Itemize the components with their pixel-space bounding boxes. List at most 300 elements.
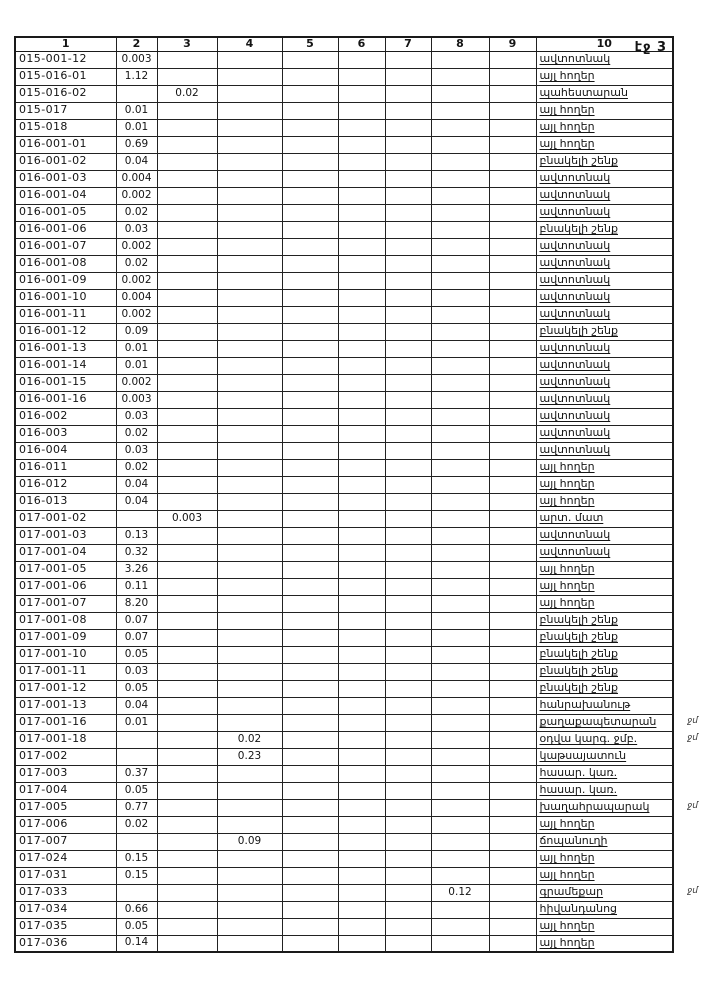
value-cell xyxy=(385,731,431,748)
value-cell xyxy=(385,816,431,833)
value-cell xyxy=(385,306,431,323)
value-cell xyxy=(489,85,536,102)
value-cell xyxy=(431,901,489,918)
land-use-cell: այլ հողեր xyxy=(536,136,673,153)
value-cell xyxy=(385,578,431,595)
parcel-code-cell: 016-012 xyxy=(15,476,116,493)
value-cell xyxy=(489,901,536,918)
value-cell xyxy=(385,527,431,544)
value-cell xyxy=(431,544,489,561)
value-cell xyxy=(431,595,489,612)
parcel-code-cell: 017-004 xyxy=(15,782,116,799)
value-cell xyxy=(431,935,489,952)
value-cell xyxy=(489,748,536,765)
value-cell xyxy=(338,765,385,782)
parcel-code-cell: 015-018 xyxy=(15,119,116,136)
parcel-code-cell: 017-001-12 xyxy=(15,680,116,697)
value-cell xyxy=(385,493,431,510)
value-cell xyxy=(157,663,217,680)
value-cell xyxy=(217,816,282,833)
value-cell xyxy=(431,102,489,119)
parcel-code-cell: 016-011 xyxy=(15,459,116,476)
value-cell xyxy=(431,187,489,204)
value-cell xyxy=(217,782,282,799)
value-cell xyxy=(489,289,536,306)
land-use-cell: օդվա կարգ. ջմբ. ջմ xyxy=(536,731,673,748)
table-body xyxy=(15,51,698,952)
value-cell: 0.05 xyxy=(116,782,157,799)
value-cell xyxy=(282,153,338,170)
parcel-code-cell: 017-002 xyxy=(15,748,116,765)
value-cell xyxy=(338,272,385,289)
value-cell xyxy=(282,595,338,612)
value-cell xyxy=(217,901,282,918)
land-use-cell: այլ հողեր xyxy=(536,867,673,884)
value-cell xyxy=(431,493,489,510)
value-cell xyxy=(385,833,431,850)
land-use-cell: ավտոտնակ xyxy=(536,289,673,306)
value-cell xyxy=(431,306,489,323)
value-cell xyxy=(385,510,431,527)
value-cell xyxy=(489,493,536,510)
value-cell xyxy=(217,884,282,901)
parcel-code-cell: 017-001-07 xyxy=(15,595,116,612)
table-row xyxy=(15,884,673,901)
value-cell xyxy=(338,612,385,629)
value-cell xyxy=(157,374,217,391)
land-use-cell: այլ հողեր xyxy=(536,476,673,493)
table-row xyxy=(15,289,673,306)
value-cell xyxy=(385,663,431,680)
value-cell xyxy=(217,646,282,663)
value-cell xyxy=(157,765,217,782)
value-cell xyxy=(489,306,536,323)
value-cell xyxy=(217,493,282,510)
value-cell xyxy=(282,782,338,799)
value-cell xyxy=(157,714,217,731)
parcel-code-cell: 017-005 xyxy=(15,799,116,816)
land-use-cell: հիվանդանոց xyxy=(536,901,673,918)
parcel-code-cell: 016-001-02 xyxy=(15,153,116,170)
value-cell xyxy=(282,102,338,119)
value-cell: 0.02 xyxy=(116,204,157,221)
value-cell: 3.26 xyxy=(116,561,157,578)
value-cell xyxy=(385,153,431,170)
value-cell xyxy=(282,170,338,187)
value-cell xyxy=(157,527,217,544)
table-row xyxy=(15,901,673,918)
value-cell xyxy=(338,680,385,697)
value-cell xyxy=(282,935,338,952)
value-cell xyxy=(157,408,217,425)
column-header: 10 xyxy=(536,37,673,51)
value-cell: 0.02 xyxy=(217,731,282,748)
value-cell xyxy=(489,442,536,459)
value-cell xyxy=(385,646,431,663)
value-cell xyxy=(217,153,282,170)
table-row xyxy=(15,799,673,816)
value-cell xyxy=(338,884,385,901)
value-cell xyxy=(431,391,489,408)
value-cell xyxy=(157,595,217,612)
value-cell xyxy=(157,850,217,867)
value-cell xyxy=(338,918,385,935)
land-use-cell: ավտոտնակ xyxy=(536,204,673,221)
table-row xyxy=(15,68,673,85)
value-cell xyxy=(489,153,536,170)
value-cell xyxy=(385,272,431,289)
value-cell xyxy=(282,221,338,238)
value-cell: 0.66 xyxy=(116,901,157,918)
table-row xyxy=(15,935,673,952)
table-row xyxy=(15,204,673,221)
handwritten-margin-note: ջմ xyxy=(687,732,698,743)
parcel-code-cell: 016-001-12 xyxy=(15,323,116,340)
parcel-code-cell: 016-001-14 xyxy=(15,357,116,374)
table-row xyxy=(15,102,673,119)
parcel-code-cell: 017-007 xyxy=(15,833,116,850)
value-cell xyxy=(338,510,385,527)
value-cell xyxy=(489,782,536,799)
value-cell xyxy=(338,935,385,952)
value-cell: 0.37 xyxy=(116,765,157,782)
value-cell xyxy=(489,646,536,663)
value-cell xyxy=(157,697,217,714)
value-cell xyxy=(489,561,536,578)
value-cell xyxy=(431,782,489,799)
value-cell xyxy=(338,663,385,680)
table-row xyxy=(15,748,673,765)
value-cell xyxy=(338,544,385,561)
land-use-cell: այլ հողեր xyxy=(536,561,673,578)
value-cell xyxy=(217,510,282,527)
table-row xyxy=(15,238,673,255)
value-cell: 0.01 xyxy=(116,340,157,357)
land-use-cell: այլ հողեր xyxy=(536,119,673,136)
value-cell xyxy=(157,221,217,238)
value-cell xyxy=(338,255,385,272)
parcel-code-cell: 016-001-08 xyxy=(15,255,116,272)
value-cell xyxy=(489,408,536,425)
value-cell xyxy=(217,425,282,442)
value-cell xyxy=(217,459,282,476)
value-cell xyxy=(431,765,489,782)
value-cell xyxy=(338,170,385,187)
value-cell xyxy=(217,476,282,493)
value-cell xyxy=(338,391,385,408)
value-cell: 0.13 xyxy=(116,527,157,544)
value-cell xyxy=(217,442,282,459)
value-cell xyxy=(282,799,338,816)
value-cell xyxy=(385,867,431,884)
value-cell xyxy=(338,408,385,425)
value-cell xyxy=(489,867,536,884)
value-cell xyxy=(157,255,217,272)
land-use-cell: ավտոտնակ xyxy=(536,442,673,459)
parcel-code-cell: 016-004 xyxy=(15,442,116,459)
parcel-code-cell: 017-001-11 xyxy=(15,663,116,680)
value-cell xyxy=(217,272,282,289)
land-use-cell: այլ հողեր xyxy=(536,918,673,935)
value-cell xyxy=(282,493,338,510)
value-cell xyxy=(338,136,385,153)
parcel-code-cell: 017-006 xyxy=(15,816,116,833)
value-cell xyxy=(282,510,338,527)
value-cell: 0.69 xyxy=(116,136,157,153)
value-cell xyxy=(489,799,536,816)
parcel-code-cell: 016-001-03 xyxy=(15,170,116,187)
value-cell: 0.01 xyxy=(116,357,157,374)
value-cell xyxy=(431,170,489,187)
value-cell xyxy=(116,510,157,527)
parcel-code-cell: 016-001-05 xyxy=(15,204,116,221)
land-use-cell: այլ հողեր xyxy=(536,816,673,833)
land-use-cell: ավտոտնակ xyxy=(536,527,673,544)
land-use-cell: հասար. կառ. xyxy=(536,782,673,799)
land-use-cell: ավտոտնակ xyxy=(536,408,673,425)
table-row xyxy=(15,612,673,629)
value-cell xyxy=(431,221,489,238)
value-cell: 0.002 xyxy=(116,374,157,391)
value-cell: 0.04 xyxy=(116,697,157,714)
value-cell xyxy=(431,255,489,272)
table-row xyxy=(15,629,673,646)
value-cell xyxy=(489,323,536,340)
value-cell xyxy=(282,255,338,272)
value-cell: 0.07 xyxy=(116,612,157,629)
value-cell xyxy=(489,119,536,136)
value-cell xyxy=(217,561,282,578)
parcel-code-cell: 016-003 xyxy=(15,425,116,442)
value-cell xyxy=(217,68,282,85)
value-cell xyxy=(217,374,282,391)
parcel-code-cell: 017-001-08 xyxy=(15,612,116,629)
value-cell xyxy=(385,782,431,799)
value-cell xyxy=(338,459,385,476)
value-cell xyxy=(489,357,536,374)
value-cell xyxy=(385,289,431,306)
value-cell xyxy=(282,527,338,544)
table-row xyxy=(15,357,673,374)
value-cell xyxy=(338,782,385,799)
land-use-cell: այլ հողեր xyxy=(536,578,673,595)
value-cell xyxy=(431,663,489,680)
value-cell xyxy=(282,867,338,884)
table-row xyxy=(15,153,673,170)
column-header: 9 xyxy=(489,37,536,51)
value-cell xyxy=(385,748,431,765)
value-cell xyxy=(385,612,431,629)
value-cell: 0.05 xyxy=(116,918,157,935)
value-cell xyxy=(431,289,489,306)
value-cell xyxy=(282,51,338,68)
value-cell: 0.05 xyxy=(116,680,157,697)
value-cell xyxy=(385,187,431,204)
land-use-cell: ավտոտնակ xyxy=(536,306,673,323)
value-cell xyxy=(489,391,536,408)
value-cell xyxy=(385,561,431,578)
handwritten-margin-note: ջմ xyxy=(687,715,698,726)
value-cell xyxy=(157,680,217,697)
table-row xyxy=(15,459,673,476)
value-cell: 0.04 xyxy=(116,493,157,510)
parcel-code-cell: 017-031 xyxy=(15,867,116,884)
land-use-cell: ավտոտնակ xyxy=(536,170,673,187)
value-cell xyxy=(489,136,536,153)
value-cell xyxy=(385,255,431,272)
value-cell xyxy=(217,170,282,187)
value-cell xyxy=(282,561,338,578)
table-row xyxy=(15,374,673,391)
value-cell xyxy=(338,850,385,867)
value-cell xyxy=(431,527,489,544)
parcel-code-cell: 017-001-03 xyxy=(15,527,116,544)
value-cell: 0.004 xyxy=(116,170,157,187)
parcel-code-cell: 017-024 xyxy=(15,850,116,867)
land-use-cell: այլ հողեր xyxy=(536,493,673,510)
land-use-cell: ավտոտնակ xyxy=(536,357,673,374)
value-cell xyxy=(338,646,385,663)
parcel-code-cell: 015-017 xyxy=(15,102,116,119)
land-use-cell: արտ. մատ xyxy=(536,510,673,527)
value-cell xyxy=(338,306,385,323)
value-cell xyxy=(282,323,338,340)
value-cell xyxy=(338,629,385,646)
value-cell xyxy=(282,578,338,595)
value-cell xyxy=(338,85,385,102)
value-cell xyxy=(489,459,536,476)
value-cell xyxy=(338,816,385,833)
value-cell xyxy=(282,765,338,782)
value-cell: 0.09 xyxy=(217,833,282,850)
value-cell xyxy=(217,799,282,816)
value-cell xyxy=(431,714,489,731)
value-cell xyxy=(431,918,489,935)
value-cell: 0.03 xyxy=(116,408,157,425)
value-cell xyxy=(431,136,489,153)
table-row xyxy=(15,255,673,272)
value-cell xyxy=(157,561,217,578)
value-cell xyxy=(385,170,431,187)
parcel-code-cell: 017-001-13 xyxy=(15,697,116,714)
value-cell xyxy=(217,612,282,629)
land-use-cell: այլ հողեր xyxy=(536,595,673,612)
land-use-cell: ավտոտնակ xyxy=(536,272,673,289)
value-cell: 0.04 xyxy=(116,476,157,493)
value-cell xyxy=(431,748,489,765)
table-row xyxy=(15,272,673,289)
value-cell: 0.02 xyxy=(116,459,157,476)
value-cell xyxy=(282,646,338,663)
table-row xyxy=(15,136,673,153)
value-cell xyxy=(157,816,217,833)
value-cell xyxy=(489,102,536,119)
value-cell xyxy=(338,119,385,136)
land-use-cell: բնակելի շենք xyxy=(536,153,673,170)
column-header: 2 xyxy=(116,37,157,51)
value-cell xyxy=(157,170,217,187)
value-cell xyxy=(282,119,338,136)
value-cell xyxy=(217,765,282,782)
value-cell xyxy=(157,748,217,765)
value-cell xyxy=(489,629,536,646)
value-cell: 0.04 xyxy=(116,153,157,170)
land-use-cell: այլ հողեր xyxy=(536,102,673,119)
value-cell xyxy=(157,476,217,493)
value-cell xyxy=(489,850,536,867)
table-row xyxy=(15,544,673,561)
value-cell xyxy=(385,374,431,391)
value-cell xyxy=(489,238,536,255)
land-use-cell: գրամեքար ջմ xyxy=(536,884,673,901)
value-cell xyxy=(489,272,536,289)
value-cell xyxy=(217,918,282,935)
value-cell xyxy=(431,578,489,595)
value-cell xyxy=(217,255,282,272)
value-cell xyxy=(157,238,217,255)
table-row xyxy=(15,187,673,204)
value-cell: 0.03 xyxy=(116,442,157,459)
value-cell xyxy=(157,884,217,901)
value-cell xyxy=(157,289,217,306)
value-cell: 8.20 xyxy=(116,595,157,612)
value-cell xyxy=(489,340,536,357)
value-cell xyxy=(338,527,385,544)
value-cell xyxy=(431,697,489,714)
value-cell xyxy=(385,221,431,238)
value-cell xyxy=(385,799,431,816)
value-cell xyxy=(116,85,157,102)
value-cell: 0.003 xyxy=(157,510,217,527)
value-cell xyxy=(116,833,157,850)
value-cell xyxy=(157,340,217,357)
value-cell xyxy=(385,85,431,102)
value-cell: 0.11 xyxy=(116,578,157,595)
value-cell xyxy=(157,578,217,595)
value-cell xyxy=(157,918,217,935)
value-cell: 0.03 xyxy=(116,663,157,680)
parcel-code-cell: 016-001-16 xyxy=(15,391,116,408)
value-cell xyxy=(157,799,217,816)
value-cell xyxy=(385,136,431,153)
value-cell xyxy=(431,204,489,221)
value-cell xyxy=(338,102,385,119)
header-row xyxy=(15,37,673,51)
scanned-document-page xyxy=(0,36,711,985)
table-row xyxy=(15,816,673,833)
value-cell xyxy=(157,425,217,442)
value-cell xyxy=(385,442,431,459)
land-use-cell: քաղաքապետարան ջմ xyxy=(536,714,673,731)
value-cell xyxy=(338,323,385,340)
value-cell xyxy=(282,68,338,85)
value-cell xyxy=(431,867,489,884)
value-cell xyxy=(431,612,489,629)
parcel-code-cell: 015-016-01 xyxy=(15,68,116,85)
land-use-cell: ավտոտնակ xyxy=(536,391,673,408)
table-row xyxy=(15,442,673,459)
land-use-cell: ավտոտնակ xyxy=(536,374,673,391)
value-cell xyxy=(157,731,217,748)
value-cell xyxy=(431,153,489,170)
value-cell xyxy=(282,238,338,255)
value-cell xyxy=(489,476,536,493)
value-cell xyxy=(431,51,489,68)
value-cell xyxy=(282,85,338,102)
value-cell xyxy=(385,901,431,918)
value-cell xyxy=(385,697,431,714)
value-cell xyxy=(385,884,431,901)
